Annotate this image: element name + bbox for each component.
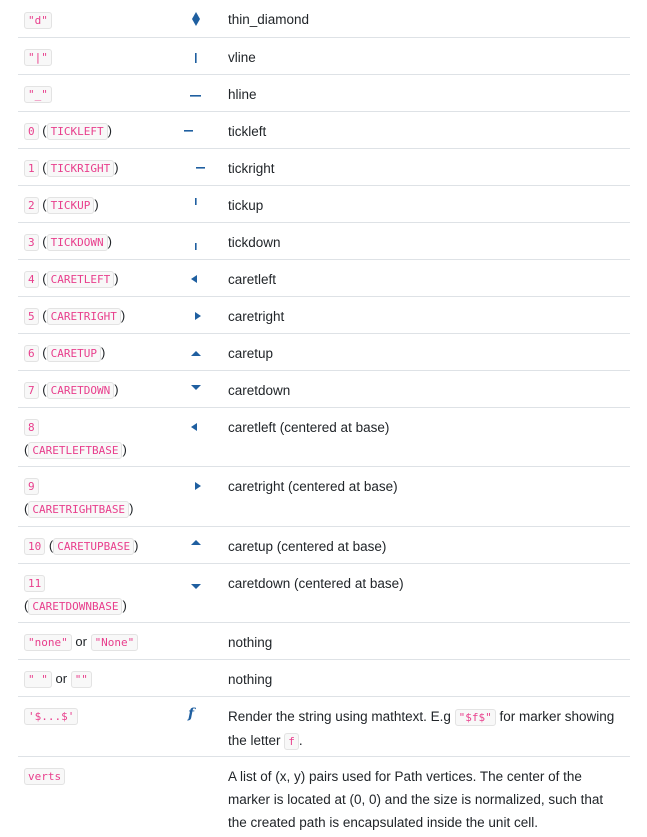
caretdown-icon	[164, 371, 228, 408]
marker-description: hline	[228, 87, 257, 102]
marker-code: "none"	[24, 634, 72, 651]
marker-code-cell: 3 ( TICKDOWN )	[24, 231, 164, 254]
marker-code-cell: 9 ( CARETRIGHTBASE )	[24, 480, 134, 516]
table-row	[18, 527, 630, 564]
marker-constant: TICKRIGHT	[47, 160, 115, 177]
table-row	[18, 186, 630, 223]
marker-description: caretright (centered at base)	[228, 479, 398, 494]
marker-code: 5	[24, 308, 39, 325]
marker-description: thin_diamond	[228, 12, 310, 27]
marker-constant: TICKUP	[47, 197, 95, 214]
marker-preview	[164, 186, 228, 222]
marker-code: " "	[24, 671, 52, 688]
marker-description: nothing	[228, 672, 273, 687]
marker-code: 2	[24, 197, 39, 214]
marker-preview	[164, 223, 228, 259]
tickright-icon	[164, 149, 228, 186]
marker-constant: CARETDOWN	[47, 382, 115, 399]
marker-code-cell: 5 ( CARETRIGHT )	[24, 305, 164, 328]
marker-code: "_"	[24, 86, 52, 103]
marker-table	[18, 0, 630, 837]
table-row	[18, 623, 630, 660]
table-row	[18, 149, 630, 186]
marker-preview	[164, 371, 228, 407]
tickleft-icon	[164, 112, 228, 149]
marker-constant: CARETRIGHT	[47, 308, 121, 325]
tickdown-icon	[164, 223, 228, 260]
or-separator: or	[75, 634, 87, 649]
marker-description: A list of (x, y) pairs used for Path vertices. The center of the marker is located at (0, 0) and the size is normalized, such that the created path is encapsulated inside the unit cell.	[228, 769, 604, 830]
marker-code: "d"	[24, 12, 52, 29]
or-separator: or	[55, 671, 68, 686]
marker-description: caretdown	[228, 383, 291, 398]
mathtext-f-icon: f	[188, 706, 195, 722]
caretdown-icon	[164, 564, 228, 601]
marker-code-cell: 2 ( TICKUP )	[24, 194, 164, 217]
marker-description: caretup (centered at base)	[228, 539, 387, 554]
marker-description: nothing	[228, 635, 273, 650]
inline-code: f	[284, 733, 299, 750]
marker-code-cell	[24, 705, 164, 728]
caretleft-icon	[164, 408, 228, 445]
table-row	[18, 38, 630, 75]
marker-code-cell	[24, 765, 164, 788]
table-row	[18, 260, 630, 297]
marker-preview	[164, 623, 228, 659]
tickup-icon	[164, 186, 228, 223]
marker-description: tickup	[228, 198, 264, 213]
caretleft-icon	[164, 260, 228, 297]
marker-code-cell: 0 ( TICKLEFT )	[24, 120, 164, 143]
table-row	[18, 467, 630, 527]
marker-preview	[164, 757, 228, 793]
marker-preview	[164, 467, 228, 503]
marker-description: tickdown	[228, 235, 281, 250]
marker-code-cell	[24, 46, 164, 69]
caretup-icon	[164, 527, 228, 564]
marker-description: caretright	[228, 309, 285, 324]
marker-description	[228, 705, 624, 753]
table-row	[18, 75, 630, 112]
marker-code: 8	[24, 419, 39, 436]
table-row	[18, 697, 630, 757]
marker-constant: TICKDOWN	[47, 234, 108, 251]
marker-preview	[164, 297, 228, 333]
marker-code-cell	[24, 668, 164, 691]
marker-code-cell: 1 ( TICKRIGHT )	[24, 157, 164, 180]
marker-code-cell	[24, 631, 164, 654]
marker-preview	[164, 38, 228, 74]
marker-constant: CARETRIGHTBASE	[28, 501, 129, 518]
marker-code: 0	[24, 123, 39, 140]
table-row	[18, 112, 630, 149]
table-row	[18, 757, 630, 837]
marker-preview	[164, 564, 228, 600]
marker-description: vline	[228, 50, 256, 65]
marker-code: "|"	[24, 49, 52, 66]
marker-constant: CARETDOWNBASE	[28, 598, 122, 615]
table-row	[18, 0, 630, 38]
marker-description: tickright	[228, 161, 275, 176]
table-row	[18, 408, 630, 467]
marker-preview	[164, 334, 228, 370]
caretup-icon	[164, 334, 228, 371]
table-row	[18, 371, 630, 408]
marker-code-cell: 7 ( CARETDOWN )	[24, 379, 164, 402]
marker-description: caretup	[228, 346, 274, 361]
marker-preview	[164, 408, 228, 444]
description-text: Render the string using mathtext. E.g	[228, 709, 455, 724]
marker-preview	[164, 660, 228, 696]
description-text: .	[298, 733, 303, 748]
marker-code: verts	[24, 768, 65, 785]
marker-preview	[164, 260, 228, 296]
marker-code: 1	[24, 160, 39, 177]
table-row	[18, 334, 630, 371]
marker-code: 4	[24, 271, 39, 288]
marker-description: caretdown (centered at base)	[228, 576, 404, 591]
caretright-icon	[164, 467, 228, 504]
marker-code: 3	[24, 234, 39, 251]
thin-diamond-icon	[164, 0, 228, 38]
marker-code: 6	[24, 345, 39, 362]
inline-code: "$f$"	[455, 709, 496, 726]
marker-code: 10	[24, 538, 45, 555]
caretright-icon	[164, 297, 228, 334]
marker-code-cell: 11 ( CARETDOWNBASE )	[24, 577, 127, 613]
hline-icon	[164, 75, 228, 112]
description-text: for marker showing the letter	[228, 709, 615, 748]
marker-code: 7	[24, 382, 39, 399]
marker-code-cell	[24, 83, 164, 106]
marker-preview	[164, 0, 228, 36]
marker-code-cell: 10 ( CARETUPBASE )	[24, 535, 164, 558]
marker-code-cell: 6 ( CARETUP )	[24, 342, 164, 365]
marker-code-cell: 8 ( CARETLEFTBASE )	[24, 421, 127, 457]
marker-constant: CARETUPBASE	[53, 538, 134, 555]
marker-code: 11	[24, 575, 45, 592]
table-row	[18, 223, 630, 260]
vline-icon	[164, 38, 228, 75]
table-row	[18, 660, 630, 697]
marker-code-cell	[24, 9, 164, 32]
marker-constant: CARETUP	[47, 345, 101, 362]
marker-code-alt: "None"	[91, 634, 139, 651]
marker-code: '$...$'	[24, 708, 78, 725]
marker-preview	[164, 527, 228, 563]
marker-code-alt: ""	[71, 671, 92, 688]
marker-preview	[164, 697, 228, 733]
marker-code-cell: 4 ( CARETLEFT )	[24, 268, 164, 291]
marker-preview	[164, 149, 228, 185]
marker-preview	[164, 75, 228, 111]
marker-description: tickleft	[228, 124, 267, 139]
table-row	[18, 564, 630, 623]
table-row	[18, 297, 630, 334]
marker-constant: CARETLEFTBASE	[28, 442, 122, 459]
marker-description: caretleft (centered at base)	[228, 420, 390, 435]
marker-description: caretleft	[228, 272, 277, 287]
marker-constant: CARETLEFT	[47, 271, 115, 288]
marker-code: 9	[24, 478, 39, 495]
marker-preview	[164, 112, 228, 148]
marker-constant: TICKLEFT	[47, 123, 108, 140]
